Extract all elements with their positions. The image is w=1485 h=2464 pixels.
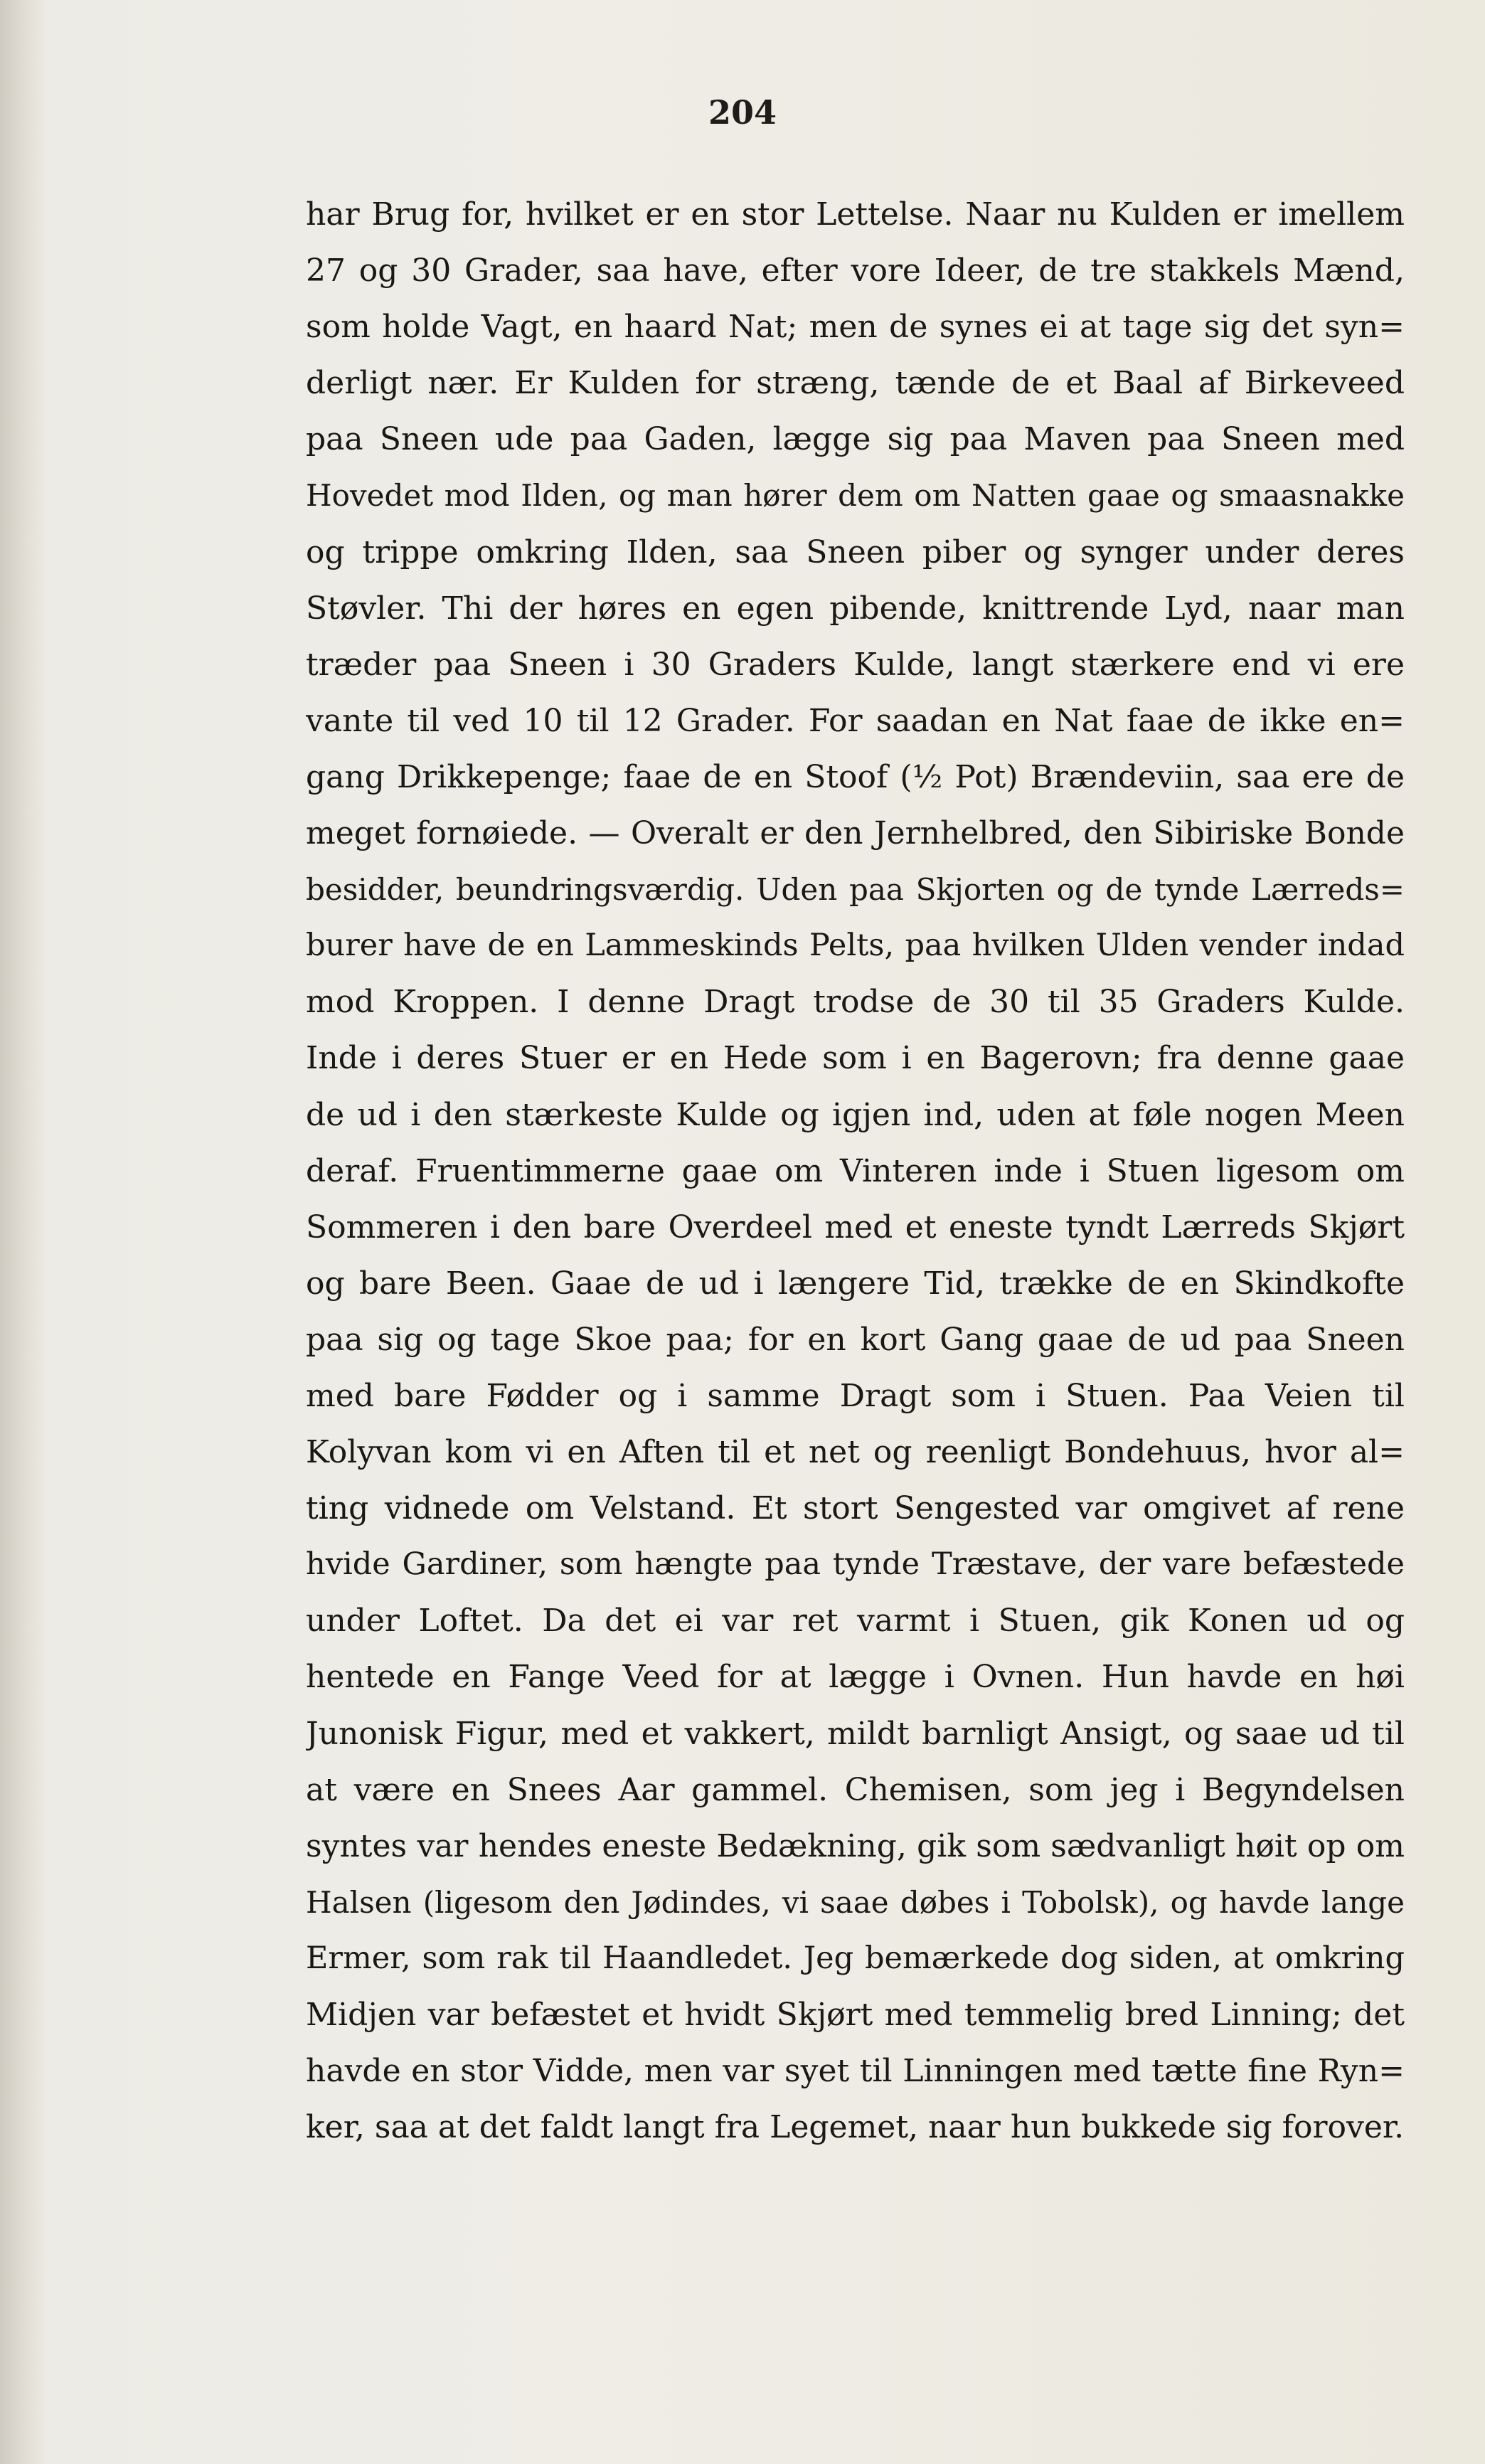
text-line: under Loftet. Da det ei var ret varmt i Stuen, gik Konen ud og [306, 1603, 1405, 1640]
text-line: og bare Been. Gaae de ud i længere Tid, trække de en Skindkofte [306, 1265, 1405, 1302]
text-line: har Brug for, hvilket er en stor Lettelse. Naar nu Kulden er imellem [306, 196, 1405, 233]
text-line: mod Kroppen. I denne Dragt trodse de 30 til 35 Graders Kulde. [306, 984, 1405, 1021]
text-line: meget fornøiede. — Overalt er den Jernhelbred, den Sibiriske Bonde [306, 815, 1405, 852]
text-line: og trippe omkring Ilden, saa Sneen piber og synger under deres [306, 533, 1405, 570]
text-line: gang Drikkepenge; faae de en Stoof (½ Pot) Brændeviin, saa ere de [306, 758, 1405, 795]
text-line: burer have de en Lammeskinds Pelts, paa hvilken Ulden vender indad [306, 928, 1405, 964]
page-number: 204 [708, 93, 777, 132]
text-line: Hovedet mod Ilden, og man hører dem om Natten gaae og smaasnakke [306, 478, 1405, 514]
text-line: Kolyvan kom vi en Aften til et net og reenligt Bondehuus, hvor al= [306, 1434, 1405, 1471]
text-line: derligt nær. Er Kulden for stræng, tænde de et Baal af Birkeveed [306, 365, 1405, 402]
text-line: hentede en Fange Veed for at lægge i Ovnen. Hun havde en høi [306, 1659, 1405, 1696]
text-line: syntes var hendes eneste Bedækning, gik som sædvanligt høit op om [306, 1827, 1405, 1864]
text-line: ting vidnede om Velstand. Et stort Sengested var omgivet af rene [306, 1490, 1405, 1527]
text-line: Støvler. Thi der høres en egen pibende, knittrende Lyd, naar man [306, 590, 1405, 627]
text-line: de ud i den stærkeste Kulde og igjen ind, uden at føle nogen Meen [306, 1096, 1405, 1133]
body-text [306, 186, 1405, 2155]
text-line: paa Sneen ude paa Gaden, lægge sig paa Maven paa Sneen med [306, 421, 1405, 458]
text-line: vante til ved 10 til 12 Grader. For saadan en Nat faae de ikke en= [306, 702, 1405, 739]
text-line: Ermer, som rak til Haandledet. Jeg bemærkede dog siden, at omkring [306, 1940, 1405, 1976]
text-line: Sommeren i den bare Overdeel med et eneste tyndt Lærreds Skjørt [306, 1209, 1405, 1246]
text-line: besidder, beundringsværdig. Uden paa Skjorten og de tynde Lærreds= [306, 872, 1405, 908]
text-line: paa sig og tage Skoe paa; for en kort Gang gaae de ud paa Sneen [306, 1321, 1405, 1358]
text-line: havde en stor Vidde, men var syet til Linningen med tætte fine Ryn= [306, 2053, 1405, 2090]
text-line: ker, saa at det faldt langt fra Legemet, naar hun bukkede sig forover. [306, 2109, 1405, 2146]
text-line: Inde i deres Stuer er en Hede som i en Bagerovn; fra denne gaae [306, 1040, 1405, 1077]
text-line: Junonisk Figur, med et vakkert, mildt barnligt Ansigt, og saae ud til [306, 1715, 1405, 1752]
text-line: hvide Gardiner, som hængte paa tynde Træstave, der vare befæstede [306, 1546, 1405, 1583]
text-line: Midjen var befæstet et hvidt Skjørt med temmelig bred Linning; det [306, 1997, 1405, 2033]
text-line: med bare Fødder og i samme Dragt som i Stuen. Paa Veien til [306, 1377, 1405, 1414]
text-line: som holde Vagt, en haard Nat; men de synes ei at tage sig det syn= [306, 309, 1405, 346]
text-line: træder paa Sneen i 30 Graders Kulde, langt stærkere end vi ere [306, 646, 1405, 683]
text-line: 27 og 30 Grader, saa have, efter vore Ideer, de tre stakkels Mænd, [306, 253, 1405, 290]
text-line: deraf. Fruentimmerne gaae om Vinteren inde i Stuen ligesom om [306, 1152, 1405, 1189]
text-line: Halsen (ligesom den Jødindes, vi saae døbes i Tobolsk), og havde lange [306, 1884, 1405, 1920]
page-gutter-shadow [0, 0, 50, 2464]
text-line: at være en Snees Aar gammel. Chemisen, som jeg i Begyndelsen [306, 1771, 1405, 1808]
